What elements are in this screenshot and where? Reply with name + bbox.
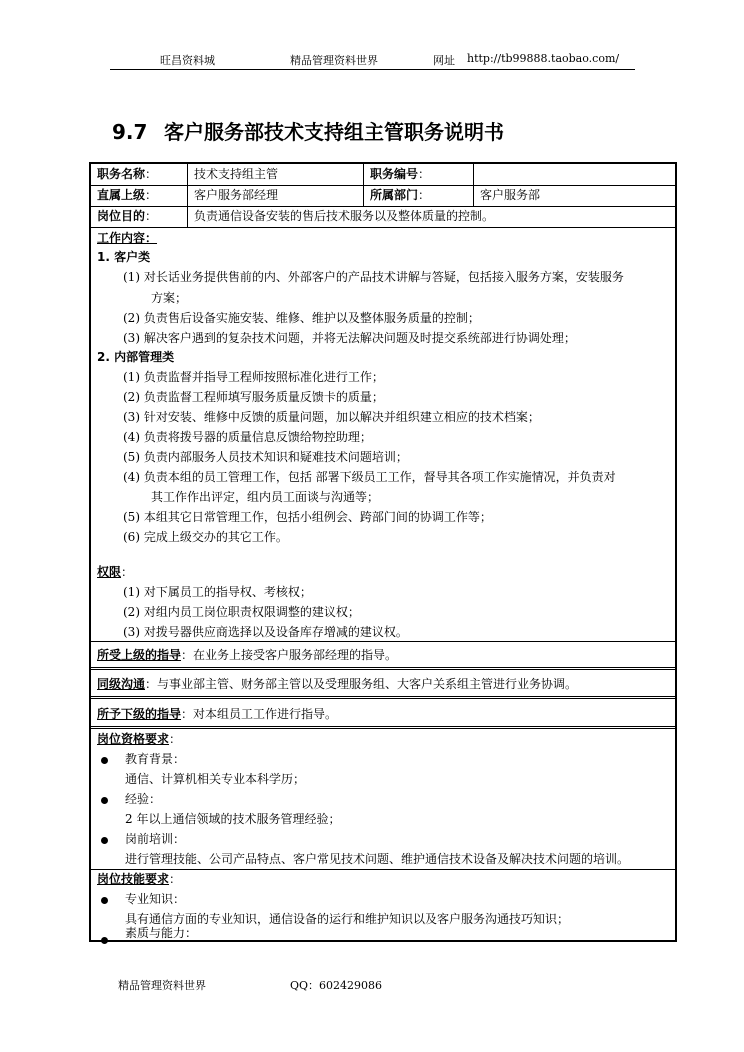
dept-label-cell: 所属部门： xyxy=(364,185,474,206)
list-item: (5) 负责内部服务人员技术知识和疑难技术问题培训； xyxy=(123,450,408,464)
list-item: (5) 本组其它日常管理工作，包括小组例会、跨部门间的协调工作等； xyxy=(123,510,492,524)
list-item: (4) 负责本组的员工管理工作，包括 部署下级员工工作，督导其各项工作实施情况，并负责对 xyxy=(123,470,616,484)
section2-title: 2. 内部管理类 xyxy=(97,350,175,364)
job-name-label-cell: 职务名称： xyxy=(91,164,188,185)
authority-heading: 权限： xyxy=(97,565,134,579)
purpose-value: 负责通信设备安装的售后技术服务以及整体质量的控制。 xyxy=(194,209,495,223)
dept-value: 客户服务部 xyxy=(480,188,541,202)
divider xyxy=(91,667,675,670)
list-item: (2) 负责售后设备实施安装、维修、维护以及整体服务质量的控制； xyxy=(123,311,480,325)
qualification-item-detail: 2 年以上通信领域的技术服务管理经验； xyxy=(125,812,341,826)
bullet-icon xyxy=(101,937,108,944)
header-center-text: 精品管理资料世界 xyxy=(290,54,378,67)
qualification-heading: 岗位资格要求： xyxy=(97,732,182,746)
qualification-item-label: 经验： xyxy=(125,792,162,806)
list-item: (1) 对下属员工的指导权、考核权； xyxy=(123,585,312,599)
bullet-icon xyxy=(101,797,108,804)
qualification-item-detail: 通信、计算机相关专业本科学历； xyxy=(125,772,306,786)
header-site-url: http://tb99888.taobao.com/ xyxy=(467,52,620,65)
qualification-item-label: 教育背景： xyxy=(125,752,186,766)
header-site-label: 网址 xyxy=(433,54,455,67)
peer-communication: 同级沟通：与事业部主管、财务部主管以及受理服务组、大客户关系组主管进行业务协调。 xyxy=(97,677,578,691)
list-item: 其工作作出评定，组内员工面谈与沟通等； xyxy=(151,490,380,504)
section1-title: 1. 客户类 xyxy=(97,250,151,264)
guidance-received: 所受上级的指导：在业务上接受客户服务部经理的指导。 xyxy=(97,648,398,662)
list-item: (1) 负责监督并指导工程师按照标准化进行工作； xyxy=(123,370,384,384)
job-no-label-cell: 职务编号： xyxy=(364,164,474,185)
skills-item-label: 素质与能力： xyxy=(125,926,198,940)
list-item: (2) 负责监督工程师填写服务质量反馈卡的质量； xyxy=(123,390,384,404)
footer-qq: QQ：602429086 xyxy=(290,979,383,992)
header-rule xyxy=(110,69,635,70)
superior-value: 客户服务部经理 xyxy=(188,185,364,206)
row-job-name xyxy=(91,164,675,186)
job-no-value xyxy=(474,164,675,185)
title-text: 客户服务部技术支持组主管职务说明书 xyxy=(164,120,504,144)
divider xyxy=(91,641,675,642)
footer-left-text: 精品管理资料世界 xyxy=(118,979,206,992)
header-left-text: 旺昌资料城 xyxy=(160,54,215,67)
list-item: 方案； xyxy=(151,291,188,305)
skills-item-detail: 具有通信方面的专业知识，通信设备的运行和维护知识以及客户服务沟通技巧知识； xyxy=(125,912,570,926)
row-superior xyxy=(91,185,675,207)
bullet-icon xyxy=(101,897,108,904)
row-purpose xyxy=(91,206,675,228)
divider xyxy=(91,726,675,729)
qualification-item-detail: 进行管理技能、公司产品特点、客户常见技术问题、维护通信技术设备及解决技术问题的培训。 xyxy=(125,852,630,866)
list-item: (4) 负责将拨号器的质量信息反馈给物控助理； xyxy=(123,430,372,444)
guidance-given: 所予下级的指导：对本组员工工作进行指导。 xyxy=(97,707,338,721)
bullet-icon xyxy=(101,757,108,764)
list-item: (1) 对长话业务提供售前的内、外部客户的产品技术讲解与答疑，包括接入服务方案，安装服务 xyxy=(123,270,624,284)
list-item: (2) 对组内员工岗位职责权限调整的建议权； xyxy=(123,605,360,619)
list-item: (3) 针对安装、维修中反馈的质量问题，加以解决并组织建立相应的技术档案； xyxy=(123,410,540,424)
bullet-icon xyxy=(101,837,108,844)
qualification-item-label: 岗前培训： xyxy=(125,832,186,846)
divider xyxy=(91,696,675,699)
job-description-table xyxy=(89,162,677,942)
superior-label-cell: 直属上级： xyxy=(91,185,188,206)
list-item: (3) 对拨号器供应商选择以及设备库存增减的建议权。 xyxy=(123,625,408,639)
list-item: (3) 解决客户遇到的复杂技术问题，并将无法解决问题及时提交系统部进行协调处理； xyxy=(123,331,576,345)
work-content-heading: 工作内容： xyxy=(97,231,158,245)
purpose-label-cell: 岗位目的： xyxy=(91,206,188,227)
list-item: (6) 完成上级交办的其它工作。 xyxy=(123,530,288,544)
skills-item-label: 专业知识： xyxy=(125,892,186,906)
job-name-value: 技术支持组主管 xyxy=(188,164,364,185)
skills-heading: 岗位技能要求： xyxy=(97,872,182,886)
section-number: 9.7 xyxy=(112,120,148,144)
page-title xyxy=(112,116,504,145)
